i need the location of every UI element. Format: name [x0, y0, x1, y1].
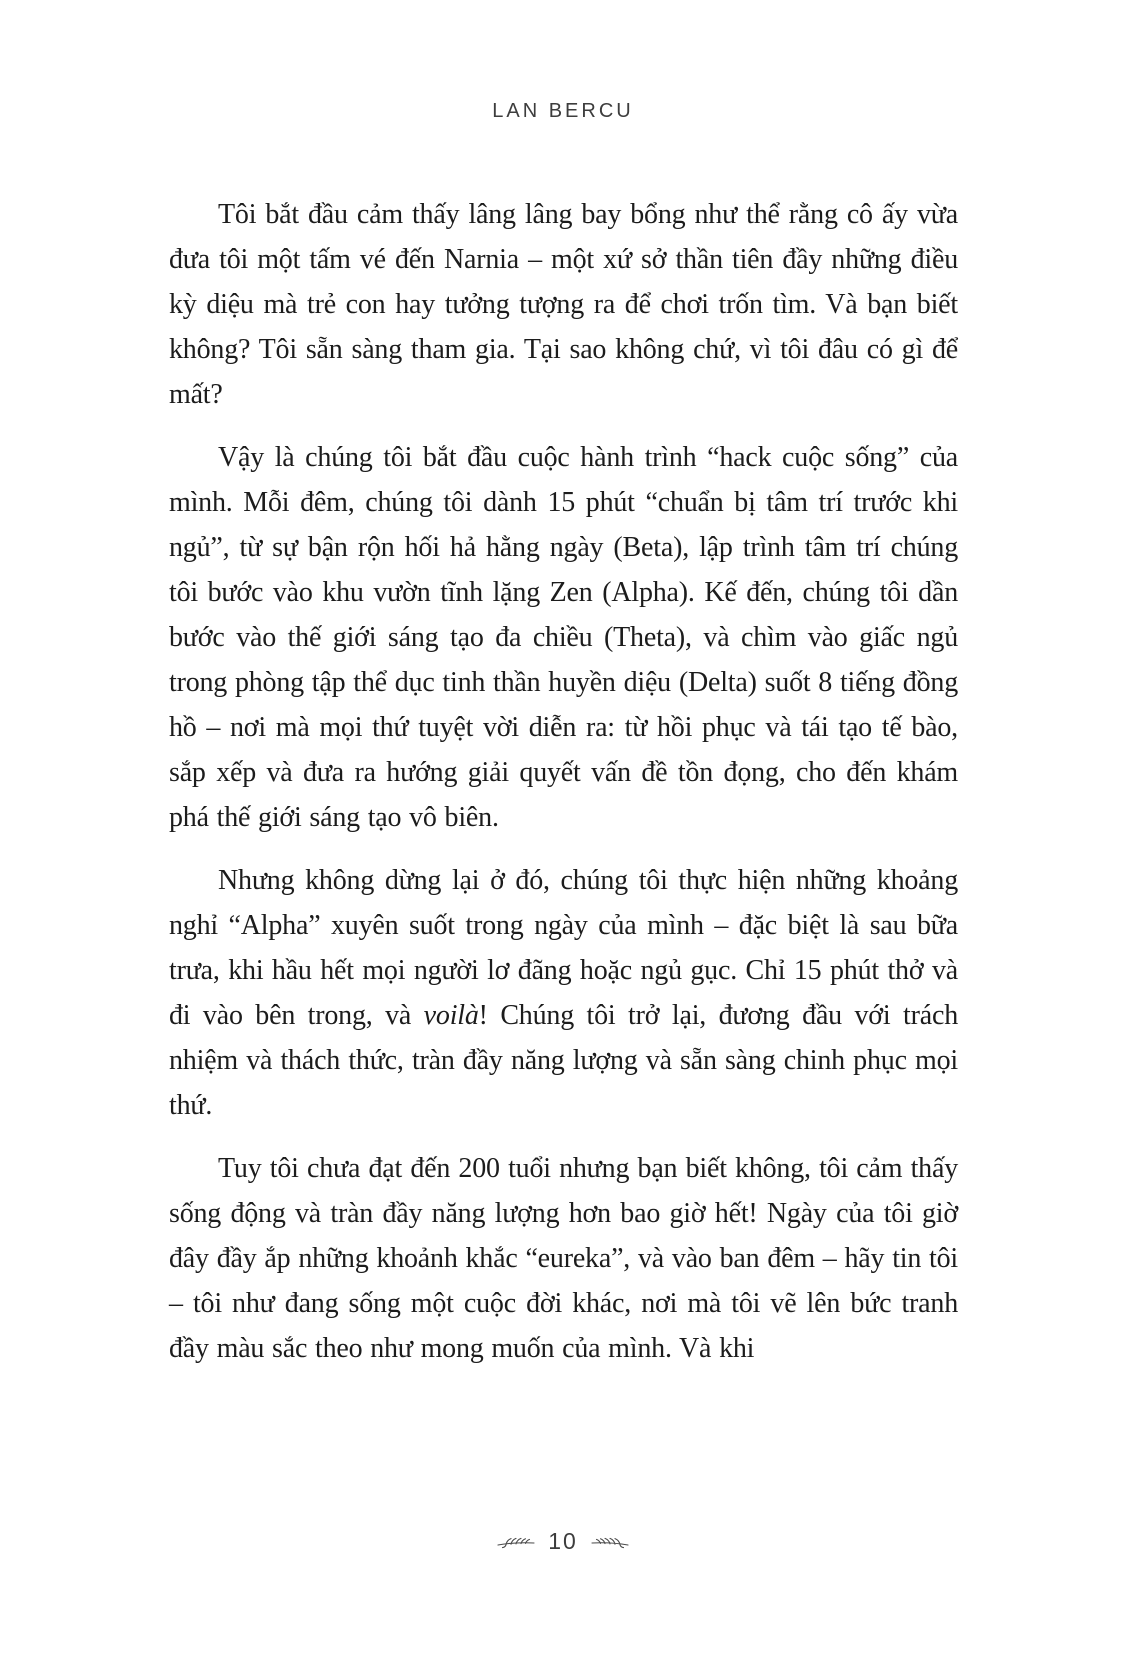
running-header-author: LAN BERCU: [492, 100, 634, 122]
paragraph-2: Vậy là chúng tôi bắt đầu cuộc hành trình “hack cuộc sống” của mình. Mỗi đêm, chúng tôi dành 15 phút “chuẩn bị tâm trí trước khi ngủ”, từ sự bận rộn hối hả hằng ngày (Beta), lập trình tâm trí chúng tôi bước vào khu vườn tĩnh lặng Zen (Alpha). Kế đến, chúng tôi dần bước vào thế giới sáng tạo đa chiều (Theta), và chìm vào giấc ngủ trong phòng tập thể dục tinh thần huyền diệu (Delta) suốt 8 tiếng đồng hồ – nơi mà mọi thứ tuyệt vời diễn ra: từ hồi phục và tái tạo tế bào, sắp xếp và đưa ra hướng giải quyết vấn đề tồn đọng, cho đến khám phá thế giới sáng tạo vô biên.: [169, 442, 958, 833]
paragraph-1: Tôi bắt đầu cảm thấy lâng lâng bay bổng như thể rằng cô ấy vừa đưa tôi một tấm vé đến Narnia – một xứ sở thần tiên đầy những điều kỳ diệu mà trẻ con hay tưởng tượng ra để chơi trốn tìm. Và bạn biết không? Tôi sẵn sàng tham gia. Tại sao không chứ, vì tôi đâu có gì để mất?: [169, 199, 958, 410]
page-footer: [0, 1530, 1126, 1553]
page-number: 10: [548, 1528, 578, 1554]
paragraph-4: Tuy tôi chưa đạt đến 200 tuổi nhưng bạn biết không, tôi cảm thấy sống động và tràn đầy năng lượng hơn bao giờ hết! Ngày của tôi giờ đây đầy ắp những khoảnh khắc “eureka”, và vào ban đêm – hãy tin tôi – tôi như đang sống một cuộc đời khác, nơi mà tôi vẽ lên bức tranh đầy màu sắc theo như mong muốn của mình. Và khi: [169, 1153, 958, 1364]
paragraph-3-text-before: Nhưng không dừng lại ở đó, chúng tôi thực hiện những khoảng nghỉ “Alpha” xuyên suốt trong ngày của mình – đặc biệt là sau bữa trưa, khi hầu hết mọi người lơ đãng hoặc ngủ gục. Chỉ 15 phút thở và đi vào bên trong, và: [169, 865, 958, 1031]
paragraph-3: [169, 858, 958, 1128]
italic-word: voilà: [423, 1000, 479, 1031]
fern-ornament-left-icon: [497, 1535, 535, 1549]
body-text: [169, 192, 958, 1389]
fern-ornament-right-icon: [591, 1535, 629, 1549]
paragraph-3-text-after: ! Chúng tôi trở lại, đương đầu với trách nhiệm và thách thức, tràn đầy năng lượng và sẵn sàng chinh phục mọi thứ.: [169, 1000, 958, 1121]
